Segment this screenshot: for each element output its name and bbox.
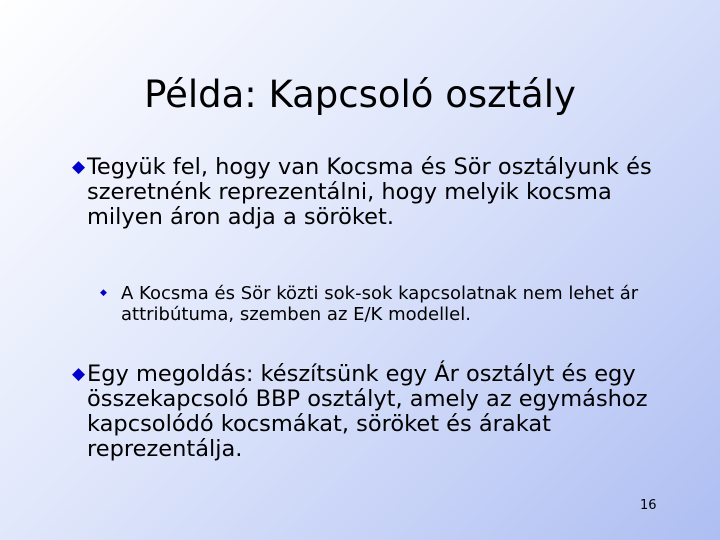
slide-title: Példa: Kapcsoló osztály	[144, 73, 576, 116]
sub-bullet-text: A Kocsma és Sör közti sok-sok kapcsolatnak nem lehet ár attribútuma, szemben az E/K modellel.	[121, 283, 639, 325]
diamond-bullet-icon: ◆	[72, 157, 86, 177]
bullet-item-1	[72, 155, 687, 230]
page-number: 16	[640, 498, 657, 513]
bullet-text: Tegyük fel, hogy van Kocsma és Sör osztályunk és szeretnénk reprezentálni, hogy melyik kocsma milyen áron adja a söröket.	[87, 154, 652, 230]
diamond-bullet-icon: ◆	[100, 288, 107, 298]
bullet-item-2	[72, 362, 687, 462]
bullet-text: Egy megoldás: készítsünk egy Ár osztályt és egy összekapcsoló BBP osztályt, amely az egymáshoz kapcsolódó kocsmákat, söröket és árakat reprezentálja.	[87, 361, 648, 462]
sub-bullet-item-1	[100, 283, 681, 325]
diamond-bullet-icon: ◆	[72, 364, 86, 384]
